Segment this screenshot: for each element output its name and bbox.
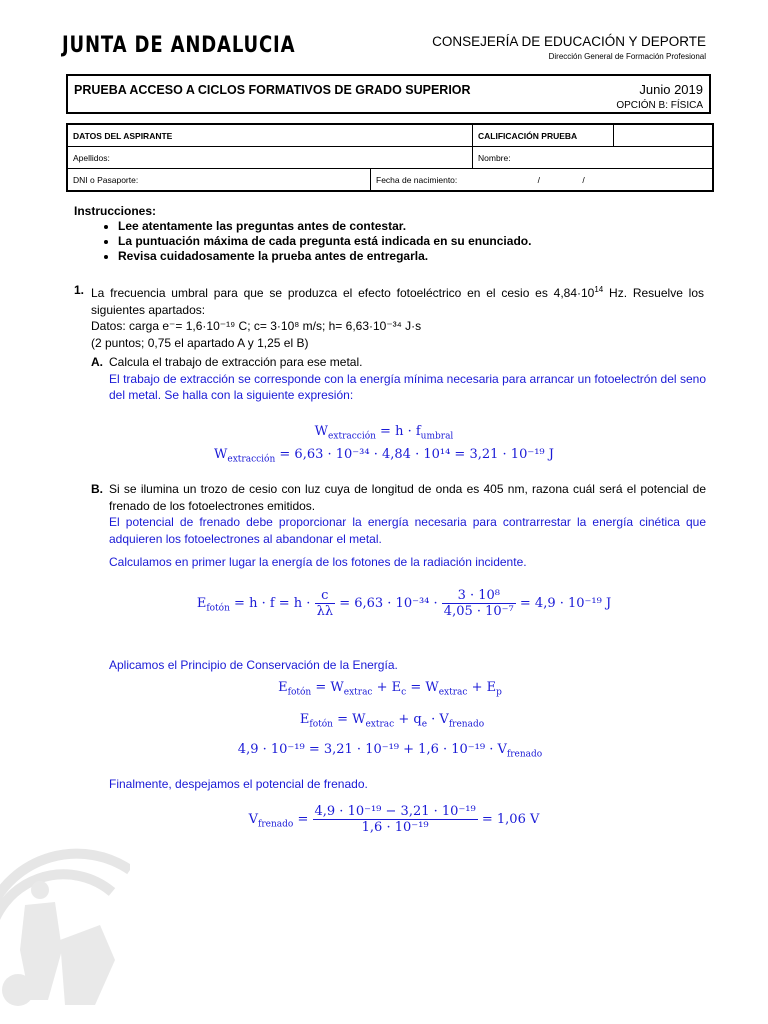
fecha-label: Fecha de nacimiento: — [376, 174, 458, 185]
instruction-item: • La puntuación máxima de cada pregunta está indicada en su enunciado. — [118, 234, 531, 248]
equation: $E_{fotón} = W_{extrac} + q_e \cdot V_{frenado}$ — [299, 712, 485, 730]
applicant-data-table — [66, 123, 714, 192]
part-b-label: B. — [91, 482, 103, 496]
exam-title: PRUEBA ACCESO A CICLOS FORMATIVOS DE GRADO SUPERIOR — [74, 83, 471, 97]
part-a-question: Calcula el trabajo de extracción para ese metal. — [109, 355, 363, 369]
direccion-subtitle: Dirección General de Formación Profesional — [548, 52, 706, 61]
question-points: (2 puntos; 0,75 el apartado A y 1,25 el B) — [91, 335, 309, 350]
equation: $E_{fotón} = h \cdot f = h$ · $\frac{c}{\lambda\lambda}$ = 6,63 · 10⁻³⁴ · $\frac{\text{3 · 10⁸}}{\text{4,05 · 10⁻⁷}}$ = 4,9 · 10⁻¹⁹ J — [196, 588, 612, 619]
instructions — [74, 204, 531, 264]
fecha-field[interactable] — [371, 169, 714, 192]
consejeria-title: CONSEJERÍA DE EDUCACIÓN Y DEPORTE — [432, 34, 706, 49]
equation: $W_{extracción} = h \cdot f_{umbral}$ — [314, 424, 454, 442]
instructions-title: Instrucciones: — [74, 204, 157, 218]
part-b-question: Si se ilumina un trozo de cesio con luz cuya de longitud de onda es 405 nm, razona cuál será el potencial de frenado de los fotoelectrones emitidos. — [109, 482, 706, 513]
part-a-label: A. — [91, 355, 103, 369]
question-datos: Datos: carga e⁻= 1,6·10⁻¹⁹ C; c= 3·10⁸ m/s; h= 6,63·10⁻³⁴ J·s — [91, 319, 422, 333]
equation: $W_{extracción} = 6,63 \cdot 10^{-34} \cdot 4,84 \cdot 10^{14} = 3,21 \cdot 10^{-19}$ J — [214, 447, 554, 465]
exam-date: Junio 2019 — [639, 82, 703, 97]
nombre-field[interactable]: Nombre: — [473, 147, 714, 169]
logo: JUNTA DE ANDALUCIA — [62, 33, 296, 58]
part-a-answer: El trabajo de extracción se corresponde con la energía mínima necesaria para arrancar un fotoelectrón del seno del metal. Se halla con la siguiente expresión: — [109, 371, 706, 402]
calificacion-header: CALIFICACIÓN PRUEBA — [473, 124, 614, 147]
instruction-item: • Revisa cuidadosamente la prueba antes de entregarla. — [118, 249, 531, 263]
calificacion-field[interactable] — [614, 124, 714, 147]
instruction-item: • Lee atentamente las preguntas antes de contestar. — [118, 219, 531, 233]
date-slash: / — [537, 174, 541, 185]
apellidos-field[interactable]: Apellidos: — [67, 147, 473, 169]
question-text — [91, 282, 704, 318]
andalucia-seal-icon — [0, 830, 130, 1020]
exam-option: OPCIÓN B: FÍSICA — [616, 100, 703, 111]
question-number: 1. — [74, 283, 85, 297]
part-b — [91, 481, 706, 571]
question-text-b: Hz. Resuelve los siguientes apartados: — [91, 286, 705, 317]
part-b-answer-2: Calculamos en primer lugar la energía de los fotones de la radiación incidente. — [109, 555, 527, 569]
part-b-answer-4: Finalmente, despejamos el potencial de frenado. — [109, 777, 368, 791]
question-1 — [74, 282, 704, 351]
equation: $4,9 \cdot 10^{-19} = 3,21 \cdot 10^{-19} + 1,6 \cdot 10^{-19} \cdot V_{frenado}$ — [237, 742, 543, 760]
date-slash: / — [582, 174, 585, 185]
equation: $V_{frenado}$ = $\frac{\text{4,9 · 10⁻¹⁹ − 3,21 · 10⁻¹⁹}}{\text{1,6 · 10⁻¹⁹}}$ = 1,06 V — [248, 804, 540, 835]
dni-field[interactable]: DNI o Pasaporte: — [67, 169, 371, 192]
part-b-answer-3: Aplicamos el Principio de Conservación de la Energía. — [109, 658, 398, 672]
question-text-a: La frecuencia umbral para que se produzca el efecto fotoeléctrico en el cesio es 4,84·10 — [91, 286, 595, 300]
part-b-answer: El potencial de frenado debe proporcionar la energía necesaria para contrarrestar la energía cinética que adquieren los fotoelectrones al abandonar el metal. — [109, 515, 706, 546]
equation: $E_{fotón} = W_{extrac} + E_c = W_{extrac} + E_p$ — [278, 680, 502, 698]
exam-header-box — [66, 74, 711, 114]
exponent: 14 — [594, 285, 604, 294]
part-a — [91, 354, 706, 404]
datos-header: DATOS DEL ASPIRANTE — [67, 124, 473, 147]
